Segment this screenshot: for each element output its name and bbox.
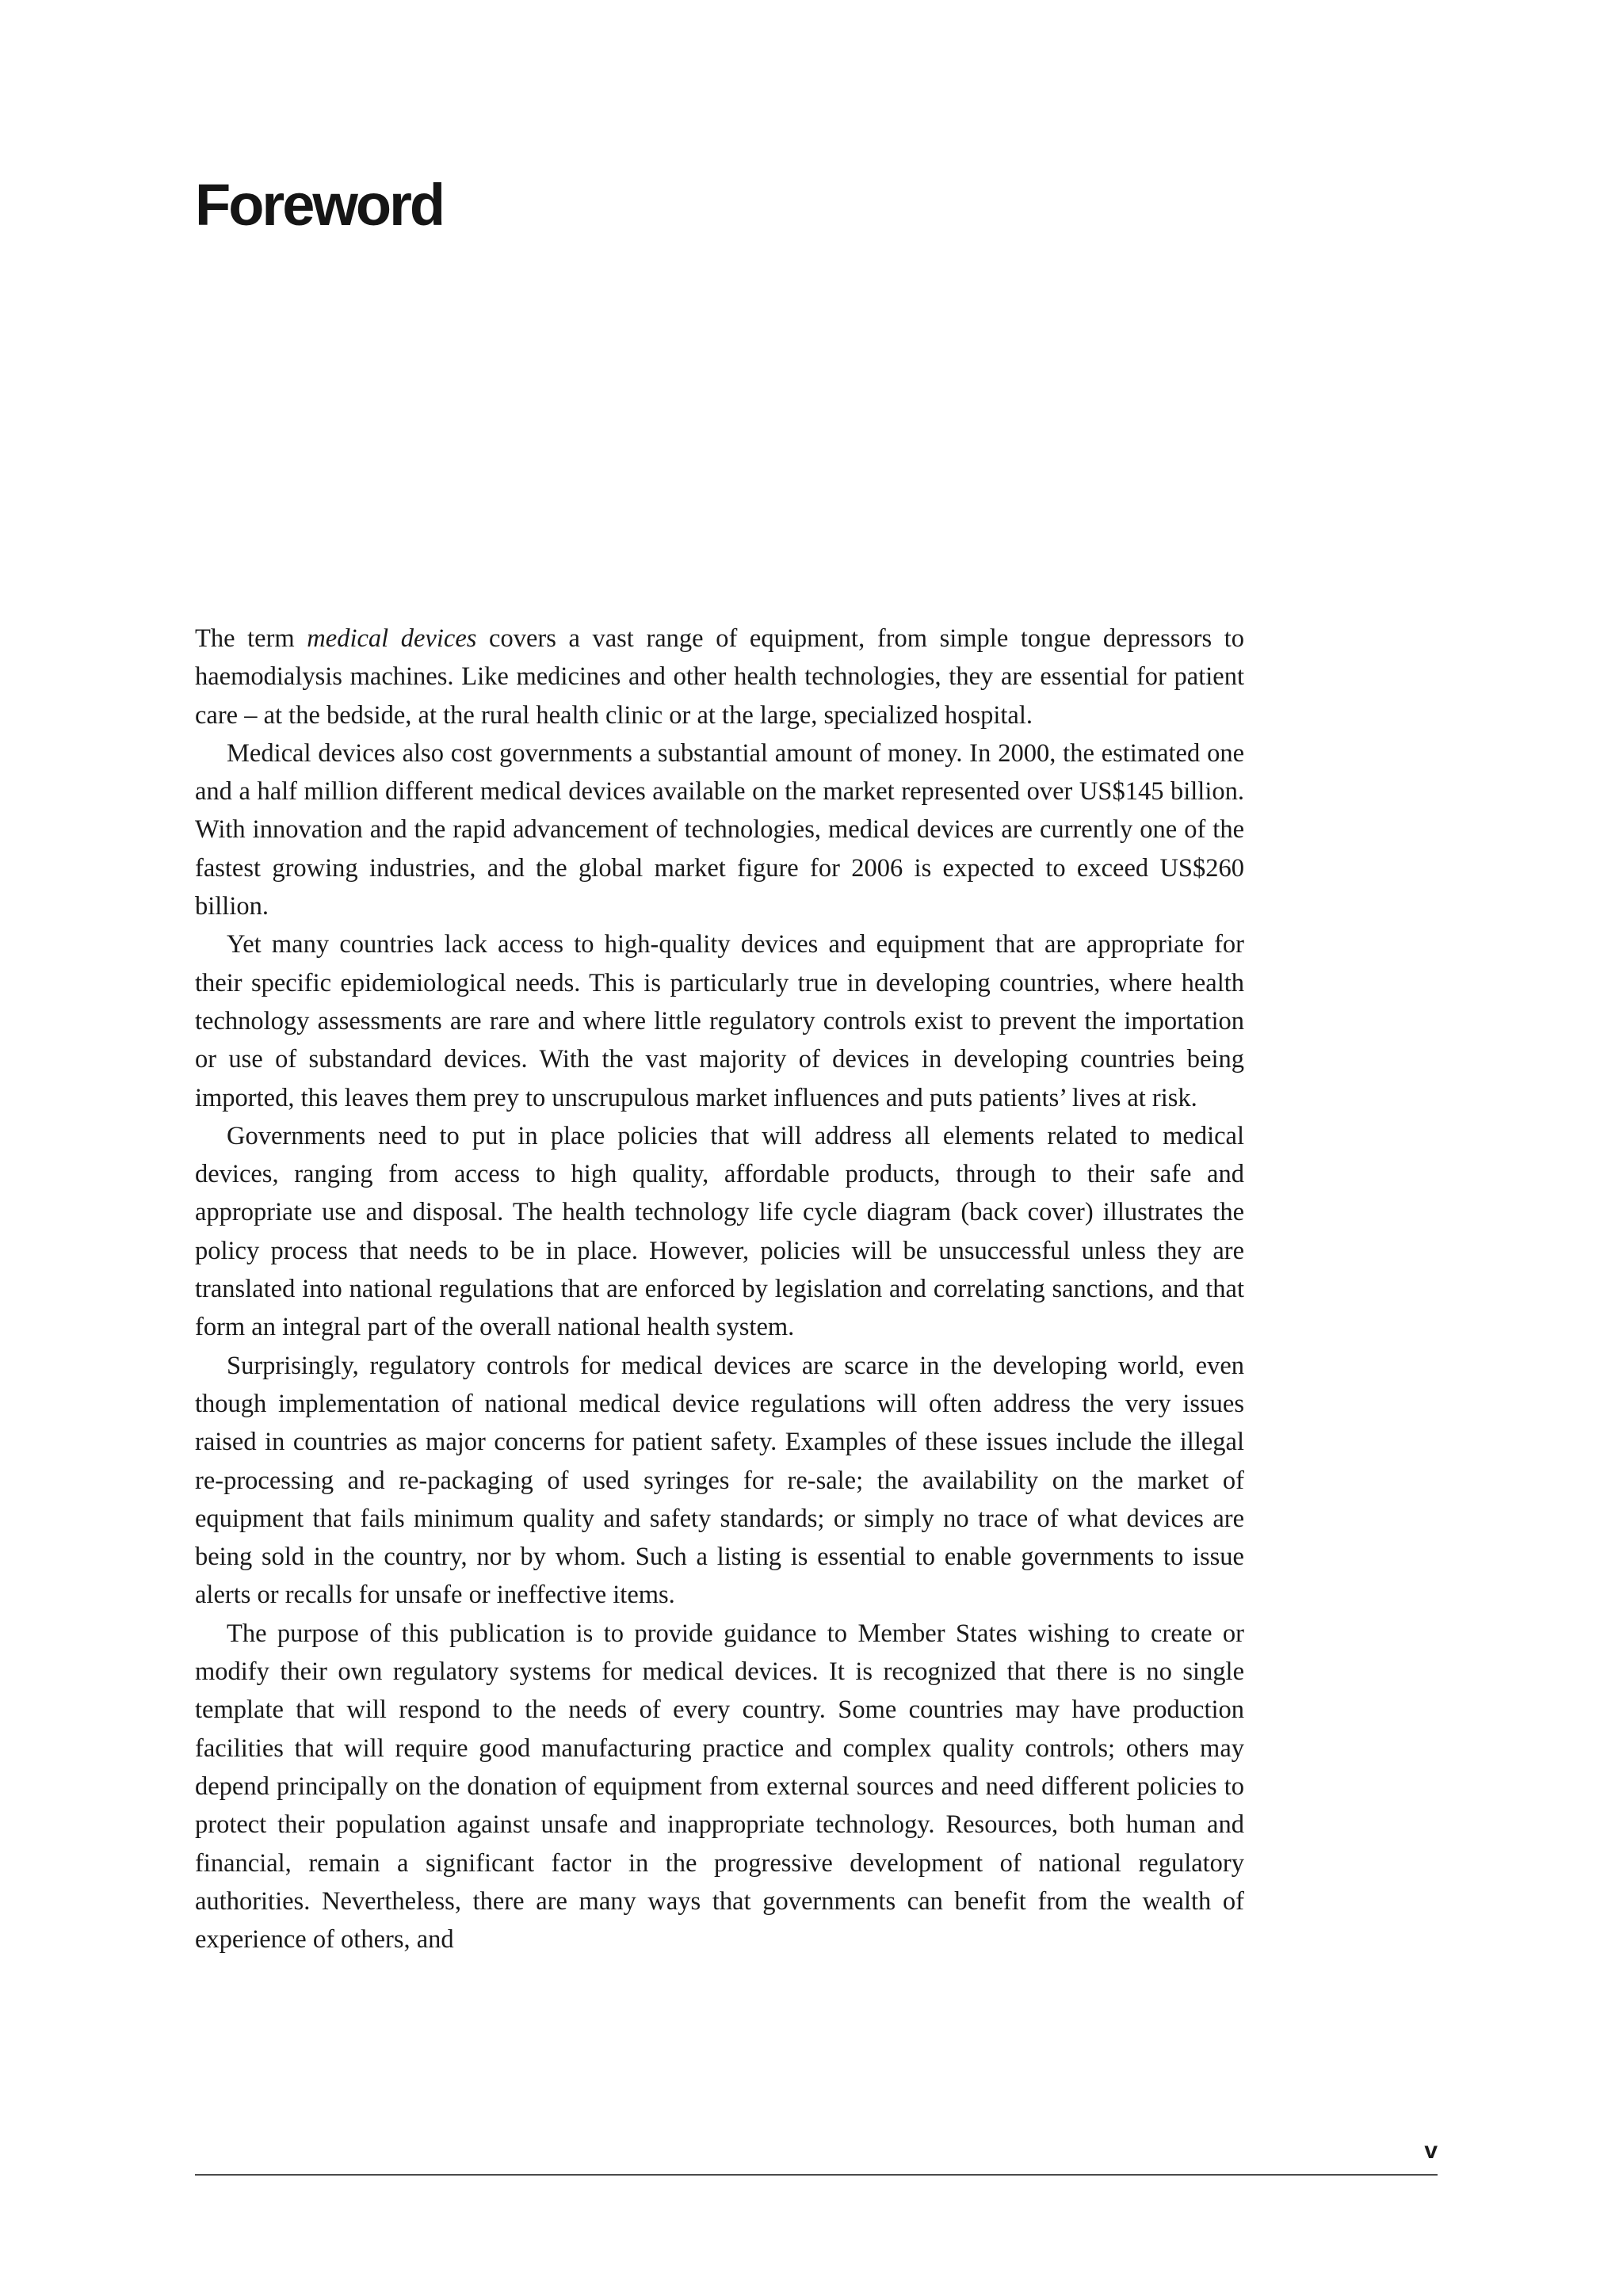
- footer-rule: [195, 2174, 1438, 2176]
- paragraph-1-rest: covers a vast range of equipment, from simple tongue depressors to haemodialysis machines. Like medicines and other health technologies, they are essential for patient care – at the bedside, at the rural health clinic or at the large, specialized hospital.: [195, 624, 1244, 730]
- paragraph-4: Governments need to put in place policies that will address all elements related to medical devices, ranging from access to high quality, affordable products, through to their safe and appropriate use and disposal. The health technology life cycle diagram (back cover) illustrates the policy process that needs to be in place. However, policies will be unsuccessful unless they are translated into national regulations that are enforced by legislation and correlating sanctions, and that form an integral part of the overall national health system.: [195, 1121, 1244, 1342]
- page-number: v: [1424, 2138, 1438, 2164]
- paragraph-6: The purpose of this publication is to provide guidance to Member States wishing to create or modify their own regulatory systems for medical devices. It is recognized that there is no single template that will respond to the needs of every country. Some countries may have production facilities that will require good manufacturing practice and complex quality controls; others may depend principally on the donation of equipment from external sources and need different policies to protect their population against unsafe and inappropriate technology. Resources, both human and financial, remain a significant factor in the progressive development of national regulatory authorities. Nevertheless, there are many ways that governments can benefit from the wealth of experience of others, and: [195, 1619, 1244, 1955]
- foreword-body: [195, 620, 1244, 1958]
- page-title: Foreword: [195, 172, 444, 238]
- paragraph-1-lead: The term: [195, 624, 307, 653]
- paragraph-1: [195, 620, 1244, 734]
- paragraph-5: Surprisingly, regulatory controls for medical devices are scarce in the developing world, even though implementation of national medical device regulations will often address the very issues raised in countries as major concerns for patient safety. Examples of these issues include the illegal re-processing and re-packaging of used syringes for re-sale; the availability on the market of equipment that fails minimum quality and safety standards; or simply no trace of what devices are being sold in the country, nor by whom. Such a listing is essential to enable governments to issue alerts or recalls for unsafe or ineffective items.: [195, 1351, 1244, 1610]
- term-medical-devices: medical devices: [307, 624, 477, 653]
- paragraph-2: Medical devices also cost governments a substantial amount of money. In 2000, the estimated one and a half million different medical devices available on the market represented over US$145 billion. With innovation and the rapid advancement of technologies, medical devices are currently one of the fastest growing industries, and the global market figure for 2006 is expected to exceed US$260 billion.: [195, 738, 1244, 921]
- paragraph-3: Yet many countries lack access to high-quality devices and equipment that are appropriate for their specific epidemiological needs. This is particularly true in developing countries, where health technology assessments are rare and where little regulatory controls exist to prevent the importation or use of substandard devices. With the vast majority of devices in developing countries being imported, this leaves them prey to unscrupulous market influences and puts patients’ lives at risk.: [195, 930, 1244, 1112]
